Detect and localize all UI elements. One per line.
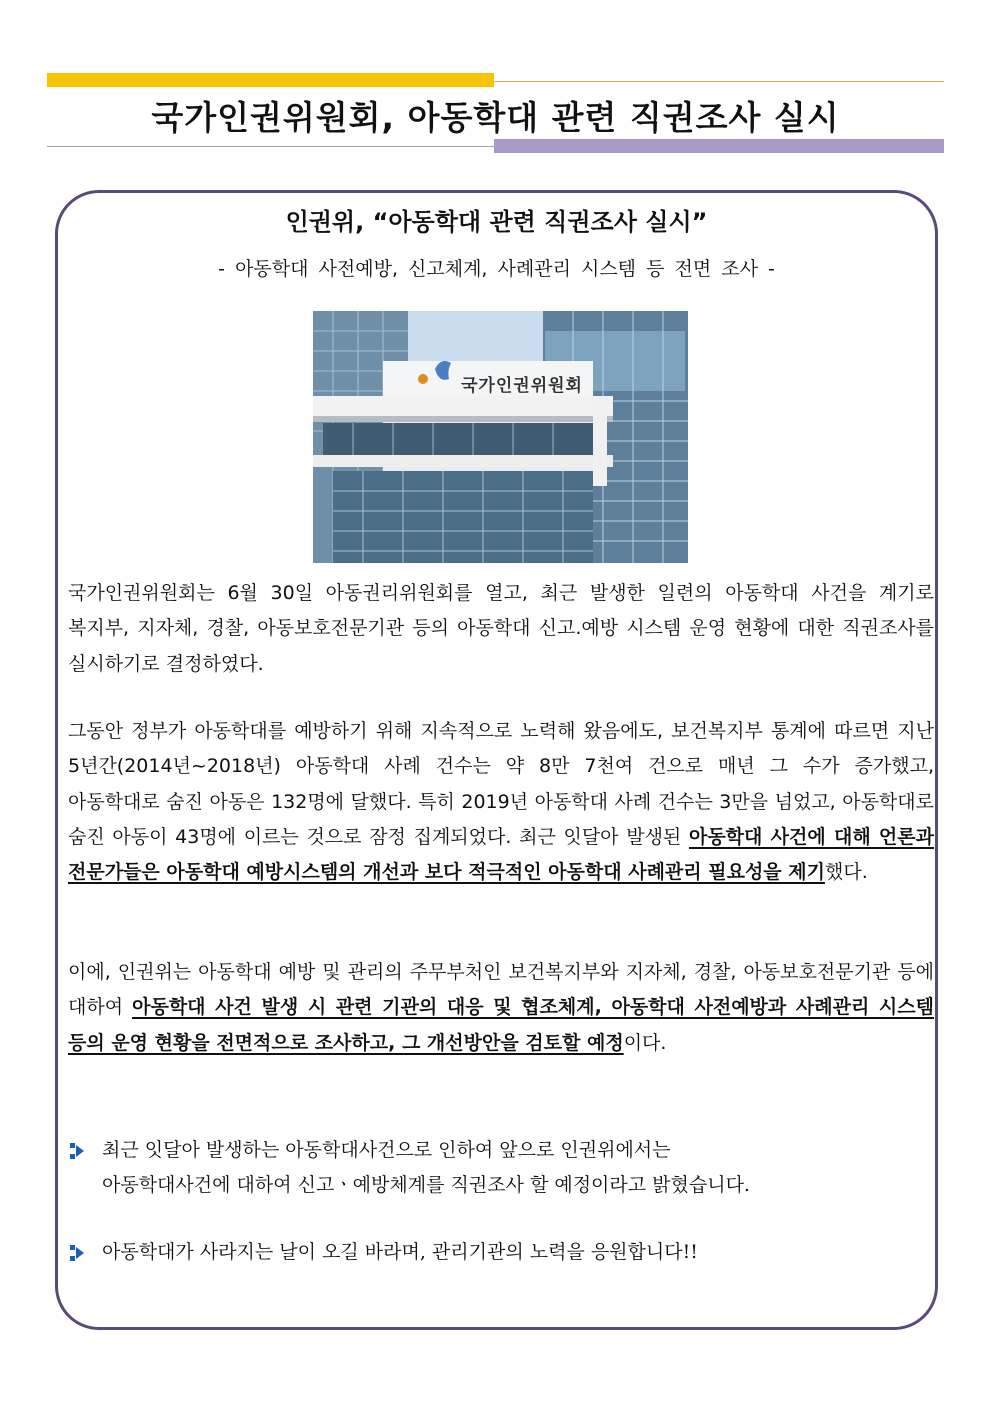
paragraph-plan — [68, 955, 934, 1061]
paragraph-statistics — [68, 714, 934, 890]
header-rule-top — [494, 81, 944, 82]
article-subheadline: - 아동학대 사전예방, 신고체계, 사례관리 시스템 등 전면 조사 - — [218, 258, 775, 280]
arrow-bullet-icon — [70, 1143, 86, 1159]
bullet-text: 최근 잇달아 발생하는 아동학대사건으로 인하여 앞으로 인권위에서는 — [102, 1139, 671, 1161]
page-title: 국가인권위원회, 아동학대 관련 직권조사 실시 — [151, 98, 840, 137]
paragraph-plan-tail: 이다. — [623, 1031, 667, 1054]
arrow-bullet-icon — [70, 1245, 86, 1261]
paragraph-statistics-tail: 했다. — [825, 861, 868, 884]
header-accent-bar-top — [47, 73, 494, 87]
header-accent-bar-bottom — [494, 139, 944, 153]
building-photo — [313, 311, 688, 563]
article-headline: 인권위, “아동학대 관련 직권조사 실시” — [285, 208, 708, 236]
paragraph-statistics-text: 그동안 정부가 아동학대를 예방하기 위해 지속적으로 노력해 왔음에도, 보건복지부 통계에 따르면 지난 5년간(2014년~2018년) 아동학대 사례 건수는 약 8만 7천여 건으로 매년 그 수가 증가했고, 아동학대로 숨진 아동은 132명에 달했다. 특히 2019년 아동학대 사례 건수는 3만을 넘었고, 아동학대로 숨진 아동이 43명에 이르는 것으로 잠정 집계되었다. 최근 잇달아 발생된 — [68, 720, 934, 848]
header-rule-bottom — [47, 146, 494, 147]
paragraph-plan-text: 이에, 인권위는 아동학대 예방 및 관리의 주무부처인 보건복지부와 지자체, 경찰, 아동보호전문기관 등에 대하여 — [68, 961, 934, 1019]
building-sign: 국가인권위원회 — [461, 376, 583, 396]
paragraph-plan-emphasis: 아동학대 사건 발생 시 관련 기관의 대응 및 협조체계, 아동학대 사전예방과 사례관리 시스템 등의 운영 현황을 전면적으로 조사하고, 그 개선방안을 검토할 예정 — [68, 996, 934, 1054]
paragraph-statistics-emphasis: 아동학대 사건에 대해 언론과 전문가들은 아동학대 예방시스템의 개선과 보다 적극적인 아동학대 사례관리 필요성을 제기 — [68, 825, 934, 884]
paragraph-intro: 국가인권위원회는 6월 30일 아동권리위원회를 열고, 최근 발생한 일련의 아동학대 사건을 계기로 복지부, 지자체, 경찰, 아동보호전문기관 등의 아동학대 신고.예방 시스템 운영 현황에 대한 직권조사를 실시하기로 결정하였다. — [68, 582, 934, 675]
bullet-text: 아동학대가 사라지는 날이 오길 바라며, 관리기관의 노력을 응원합니다!! — [102, 1241, 698, 1263]
bullet-text-continued: 아동학대사건에 대하여 신고ㆍ예방체계를 직권조사 할 예정이라고 밝혔습니다. — [102, 1174, 750, 1196]
